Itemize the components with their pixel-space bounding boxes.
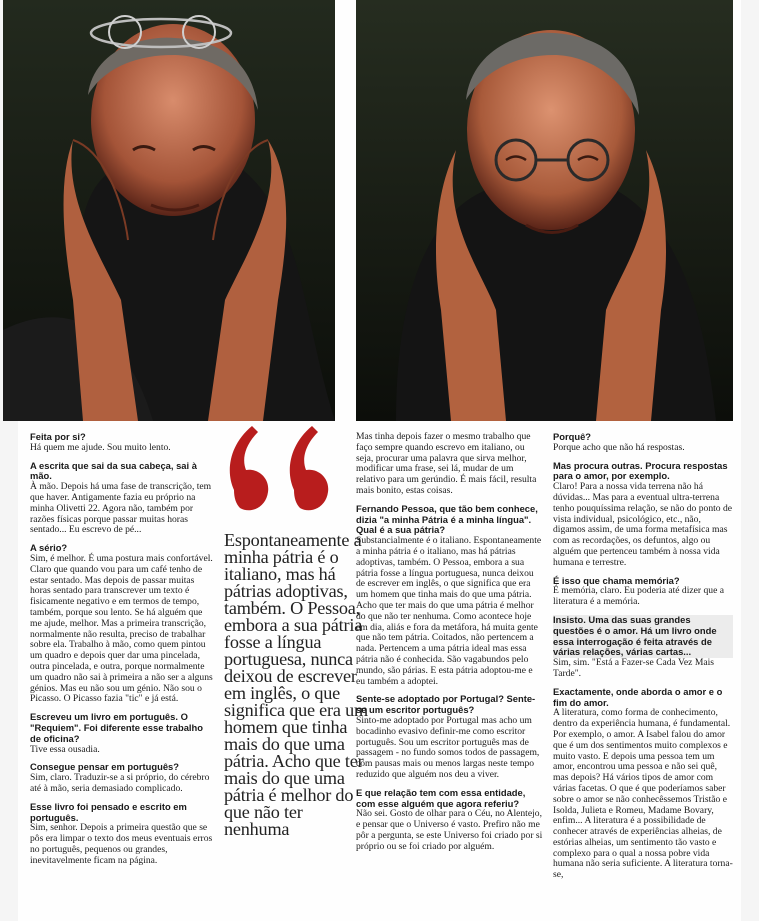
pull-quote-text: Espontaneamente a minha pátria é o italiano, mas há pátrias adoptivas, também. O Pessoa, embora a sua pátria fosse a língua portuguesa, nunca deixou de escrever em inglês, o que significa que era um homem que tinha mais do que uma pátria. Acho que ter mais do que uma pátria é melhor do que não ter nenhuma <box>224 530 368 839</box>
interview-question: Fernando Pessoa, que tão bem conhece, dizia "a minha Pátria é a minha língua". Qual é a sua pátria? <box>356 502 538 536</box>
portrait-photo-left <box>3 0 335 421</box>
article-column-3 <box>356 432 544 859</box>
interview-answer: Há quem me ajude. Sou muito lento. <box>30 441 171 453</box>
page-gutter-right <box>741 0 759 921</box>
portrait-photo-right <box>356 0 733 421</box>
article-column-1 <box>30 432 216 873</box>
interview-question: Consegue pensar em português? <box>30 761 179 773</box>
interview-question: A sério? <box>30 542 68 554</box>
interview-answer: A literatura, como forma de conhecimento, dentro da experiência humana, é fundamental. Por exemplo, o amor. A Isabel falou do amor que é um dos sentimentos muito complexos e muito vasto. E depois uma pessoa tem um amor, encontrou uma pessoa e não sei quê, mas depois? Há vários tipos de amor com várias facetas. O que é que poderíamos saber sobre o amor se não conhecêssemos Tristão e Isolda, Julieta e Romeu, Madame Bovary, enfim... A literatura é a possibilidade de conhecer através de experiências alheias, de estórias alheias, um sentimento tão vasto e complexo para o qual a nossa pobre vida humana não seria suficiente. A literatura torna-se, <box>553 707 733 881</box>
interview-question: Sente-se adoptado por Portugal? Sente-se um escritor português? <box>356 693 536 716</box>
interview-answer: Sinto-me adoptado por Portugal mas acho um bocadinho evasivo definir-me como escritor português. Sou um escritor português mas de passagem - no fundo somos todos de passagem, com pausas mais ou menos largas neste tempo reduzido que alguém nos deu a viver. <box>356 714 540 780</box>
interview-question: É isso que chama memória? <box>553 574 680 586</box>
interview-answer: Sim, senhor. Depois a primeira questão que se pôs era limpar o texto dos meus eventuais erros no português, pequenos ou grandes, inevitavelmente ficam na página. <box>30 822 213 866</box>
interview-answer: Substancialmente é o italiano. Espontaneamente a minha pátria é o italiano, mas há pátrias adoptivas, também. O Pessoa, embora a sua pátria fosse a língua portuguesa, nunca deixou de escrever em inglês, o que significa que era um homem que tinha mais do que uma pátria. Acho que ter mais do que uma pátria é melhor do que não ter nenhuma. Como acontece hoje em dia, aliás e fora da metáfora, há muita gente que não tem pátria. Coitados, não pertencem a nada. Pertencem a uma pátria ideal mas essa pátria não é conhecida. São vagabundos pelo mundo, são párias. E esta pátria adoptou-me e eu também a adoptei. <box>356 535 542 687</box>
interview-answer: À mão. Depois há uma fase de transcrição, tem que haver. Antigamente fazia eu próprio na minha Olivetti 22. Agora não, também por razões físicas porque passar muitas horas sentado... Eu escrevo de pé... <box>30 481 212 536</box>
interview-answer: Porque acho que não há respostas. <box>553 441 685 453</box>
interview-question: Porquê? <box>553 431 592 442</box>
interview-question: E que relação tem com essa entidade, com esse alguém que agora referiu? <box>356 786 526 809</box>
interview-question: Insisto. Uma das suas grandes questões é o amor. Há um livro onde essa interrogação é feita através de várias relações, várias cartas... <box>553 615 733 658</box>
interview-answer: Sim, é melhor. É uma postura mais confortável. Claro que quando vou para um café tenho de estar sentado. Mas depois de passar muitas horas sentado para transcrever um texto é fisicamente negativo e em termos de tempo, também, porque sou lento. Se há alguém que me ajude, melhor. Mas a primeira transcrição, normalmente não resulta, preciso de trabalhar sobre ela. Trabalho à mão, como quem pintou um quadro e depois quer dar uma pincelada, outra pincelada, e outra, porque normalmente um quadro não sai à primeira a não ser a alguns génios. Mas eu não sou um génio. Não sou o Picasso. O Picasso fazia "tic" e já está. <box>30 552 213 705</box>
interview-answer: Claro! Para a nossa vida terrena não há dúvidas... Mas para a eventual ultra-terrena tenho pouquíssima relação, se não do ponto de vista individual, psicológico, etc., não, digamos assim, de uma forma metafísica mas com as recordações, os defuntos, algo ou alguém que pertenceu também à nossa vida humana e terrestre. <box>553 481 733 568</box>
interview-question: Mas procura outras. Procura respostas para o amor, por exemplo. <box>553 459 728 482</box>
interview-answer: É memória, claro. Eu poderia até dizer que a literatura é a memória. <box>553 585 725 608</box>
interview-answer: Sim, sim. "Está a Fazer-se Cada Vez Mais Tarde". <box>553 657 715 679</box>
quote-mark-icon <box>222 418 350 518</box>
interview-answer: Não sei. Gosto de olhar para o Céu, no Alentejo, e pensar que o Universo é vasto. Prefiro não me pôr a pergunta, se este Universo foi criado por si próprio ou se foi criado por alguém. <box>356 808 543 852</box>
interview-question: Escreveu um livro em português. O "Requiem". Foi diferente esse trabalho de oficina? <box>30 711 203 744</box>
interview-answer: Sim, claro. Traduzir-se a si próprio, do cérebro até à mão, seria demasiado complicado. <box>30 772 210 794</box>
article-column-4 <box>553 432 733 888</box>
interview-answer: Mas tinha depois fazer o mesmo trabalho que faço sempre quando escrevo em italiano, ou seja, procurar uma palavra que sirva melhor, modificar uma frase, sei lá, mudar de um relativo para um gerúndio. É mais fácil, resulta mais bonito, estas coisas. <box>356 431 537 496</box>
interview-question: Exactamente, onde aborda o amor e o fim do amor. <box>553 685 723 708</box>
interview-question: A escrita que sai da sua cabeça, sai à mão. <box>30 459 197 482</box>
interview-question: Feita por si? <box>30 431 86 442</box>
interview-answer: Tive essa ousadia. <box>30 743 100 755</box>
interview-question: Esse livro foi pensado e escrito em português. <box>30 800 187 823</box>
